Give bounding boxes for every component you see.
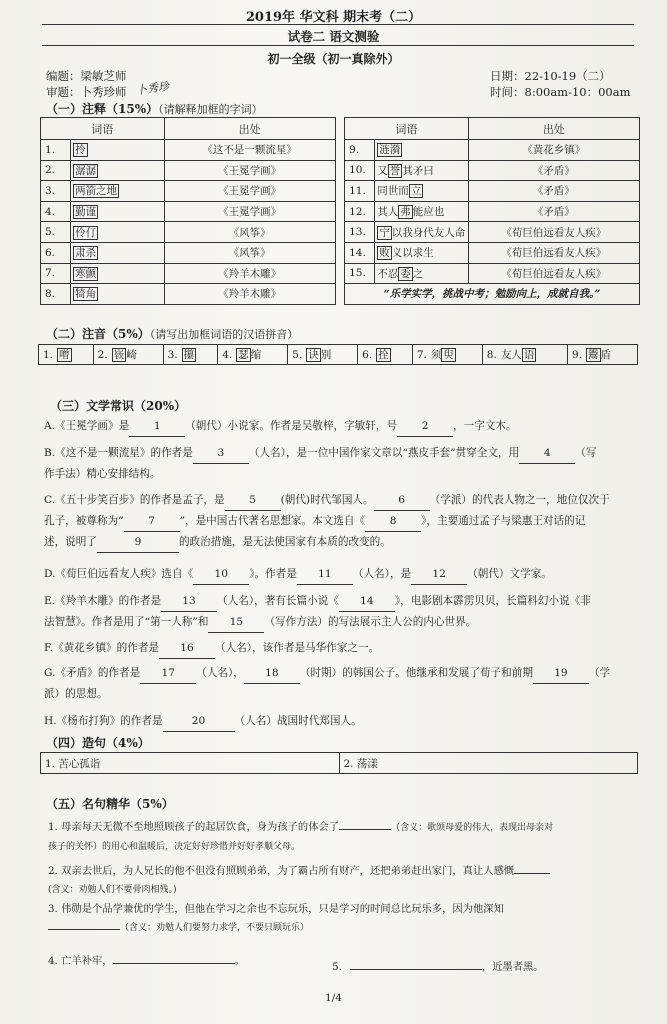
quote-3-note: （含义：劝勉人们要努力求学，不要只顾玩乐） (120, 923, 310, 933)
item-d-text2: 》。作者是 (249, 568, 297, 580)
quote-4-end: 。 (234, 955, 245, 967)
sentence-row (41, 753, 638, 774)
boxed-word: 涟漪 (379, 144, 401, 157)
word-text: 能应也 (412, 206, 445, 219)
section1-note: （请解释加框的字词） (158, 103, 263, 116)
blank-12[interactable]: 12 (411, 564, 467, 585)
word-cell[interactable] (71, 242, 164, 263)
word-cell[interactable] (375, 181, 468, 202)
boxed-word: 肃杀 (75, 247, 97, 260)
boxed-word: 两箭之地 (75, 185, 118, 198)
blank-20[interactable]: 20 (163, 711, 235, 732)
motto: “乐学实学，挑战中考；勉励向上，成就自我。” (345, 284, 640, 305)
row-number: 2. (41, 160, 71, 181)
pinyin-item[interactable] (163, 345, 218, 365)
row-number: 7. (41, 263, 71, 284)
blank-19[interactable]: 19 (533, 663, 589, 684)
section2-heading (46, 325, 298, 342)
page-number: 1/4 (325, 992, 342, 1004)
char-text: 别 (320, 349, 332, 361)
source-cell: 《羚羊木雕》 (164, 263, 335, 284)
item-g-line2: 派）的思想。 (44, 688, 108, 700)
item-f-text2: （人名），该作者是马华作家之一。 (215, 642, 380, 654)
item-d (44, 564, 636, 585)
annotation-row (41, 140, 640, 161)
boxed-char: 臾 (443, 349, 454, 361)
boxed-word: 弗 (400, 206, 411, 219)
item-a-text3: ，一字文木。 (453, 420, 517, 432)
item-a-text1: A.《王冕学画》是 (44, 420, 130, 432)
item-b-text1: B.《这不是一颗流星》的作者是 (44, 447, 193, 459)
section2-note: （请写出加框词语的汉语拼音） (149, 328, 299, 341)
quote-2-note: (含义：劝勉人们不要骨肉相残。) (48, 885, 177, 895)
item-f (44, 638, 636, 659)
blank-5[interactable]: 5 (225, 490, 281, 511)
source-cell: 《荀巨伯远看友人疾》 (468, 222, 639, 243)
quote-3-text: 3. 伟勋是个品学兼优的学生，但他在学习之余也不忘玩乐，只是学习的时间总比玩乐多，因为他深知 (48, 903, 504, 915)
boxed-word: 拎 (75, 144, 86, 157)
col-source-right: 出处 (468, 118, 639, 140)
col-word-right: 词语 (345, 118, 469, 140)
table-divider (335, 140, 344, 161)
item-e-text2: （人名），著有长篇小说《 (217, 595, 339, 607)
blank-18[interactable]: 18 (244, 663, 300, 684)
blank-10[interactable]: 10 (193, 564, 249, 585)
row-number: 9. (345, 140, 375, 161)
table-divider (335, 242, 344, 263)
annotation-row (41, 201, 640, 222)
item-e-text1: E.《羚羊木雕》的作者是 (44, 595, 162, 607)
boxed-char: 嵚 (113, 349, 125, 361)
item-c-text3: （学派）的代表人物之一，地位仅次于 (429, 494, 610, 506)
source-cell: 《黄花乡镇》 (468, 140, 639, 161)
pinyin-table (38, 344, 638, 365)
pinyin-item[interactable] (93, 345, 163, 365)
item-number: 5. (292, 349, 303, 361)
item-e-l2a: 法智慧》。作者是用了“第一人称”和 (44, 616, 209, 628)
item-number: 4. (222, 349, 233, 361)
row-number: 6. (41, 242, 71, 263)
blank-7[interactable]: 7 (124, 511, 180, 532)
pinyin-item[interactable] (482, 345, 567, 365)
item-c-l2c: 》，主要通过孟子与梁惠王对话的记 (421, 515, 586, 527)
source-cell: 《这不是一颗流星》 (164, 140, 335, 161)
word-cell[interactable] (375, 140, 468, 161)
table-divider (335, 284, 344, 305)
quote-2-blank[interactable] (514, 873, 550, 874)
quote-1-text: 1. 母亲每天无微不至地照顾孩子的起居饮食，身为孩子的体会了 (48, 821, 340, 833)
blank-11[interactable]: 11 (297, 564, 353, 585)
section1-title: （一）注释（15%） (46, 102, 159, 116)
annotation-table (40, 117, 640, 305)
pinyin-item[interactable] (39, 345, 94, 365)
boxed-word: 败 (379, 247, 390, 260)
paper-title: 试卷二 语文测验 (287, 29, 380, 44)
item-number: 7. (416, 349, 427, 361)
word-text: 同世而 (377, 185, 409, 198)
quote-5-text: 5. (332, 961, 342, 973)
quote-1-text2: 孩子的关怀）的用心和温暖后，决定好好珍惜并好好孝顺父母。 (48, 842, 301, 852)
boxed-char: 攥 (183, 349, 195, 361)
blank-13[interactable]: 13 (161, 591, 217, 612)
boxed-char: 瑟 (238, 349, 249, 361)
boxed-char: 拴 (378, 349, 389, 361)
boxed-char: 鬻 (588, 349, 599, 361)
source-cell: 《风筝》 (164, 242, 335, 263)
quote-1 (48, 818, 636, 856)
boxed-char: 语 (523, 349, 535, 361)
reviewer-signature: 卜秀珍 (135, 79, 170, 98)
word-text: 其人 (377, 206, 399, 219)
section3-title: （三）文学常识（20%） (50, 399, 187, 413)
table-divider (335, 201, 344, 222)
char-text: 盾 (600, 349, 612, 361)
source-cell: 《矛盾》 (468, 201, 639, 222)
source-cell: 《风筝》 (164, 222, 335, 243)
blank-6[interactable]: 6 (374, 490, 430, 511)
source-cell: 《荀巨伯远看友人疾》 (468, 263, 639, 284)
row-number: 8. (41, 284, 71, 305)
char-text: 须 (430, 349, 442, 361)
pinyin-item[interactable] (288, 345, 358, 365)
blank-2[interactable]: 2 (397, 416, 453, 437)
word-cell[interactable] (71, 222, 164, 243)
source-cell: 《荀巨伯远看友人疾》 (468, 242, 639, 263)
item-c-l2a: 孔子，被尊称为“ (44, 515, 124, 527)
boxed-char: 噌 (59, 349, 70, 361)
item-b-text2: （人名），是一位中国作家文章以“燕皮手套”贯穿全文，用 (248, 447, 520, 459)
word-text: 义以求生 (391, 247, 434, 260)
col-source-left: 出处 (164, 118, 335, 140)
source-cell: 《王冕学画》 (164, 160, 335, 181)
source-cell: 《矛盾》 (468, 181, 639, 202)
quote-4-blank[interactable] (113, 963, 235, 964)
sentence-item-2[interactable]: 2. 荡漾 (339, 753, 638, 774)
word-cell[interactable] (71, 284, 164, 305)
item-a (44, 416, 636, 437)
item-g-text2: （人名）， (196, 667, 244, 679)
blank-15[interactable]: 15 (208, 612, 264, 633)
col-word-left: 词语 (41, 118, 165, 140)
boxed-word: 潺潺 (75, 164, 97, 177)
source-cell: 《王冕学画》 (164, 181, 335, 202)
annotation-row (41, 263, 640, 284)
item-b (44, 443, 636, 484)
boxed-word: 宁 (379, 226, 390, 239)
table-divider (335, 181, 344, 202)
grade-line: 初一全级（初一真除外） (267, 52, 400, 66)
annotation-row (41, 181, 640, 202)
item-number: 9. (572, 349, 583, 361)
annotation-row (41, 284, 640, 305)
word-cell[interactable] (71, 201, 164, 222)
word-text: 又 (377, 164, 388, 177)
word-text: 其矛曰 (402, 164, 434, 177)
word-cell[interactable] (375, 242, 468, 263)
item-c-l3a: 述，说明了 (44, 536, 97, 548)
pinyin-item[interactable] (568, 345, 638, 365)
boxed-word: 立 (410, 185, 422, 198)
source-cell: 《王冕学画》 (164, 201, 335, 222)
blank-14[interactable]: 14 (339, 591, 395, 612)
item-number: 2. (97, 349, 108, 361)
table-divider (335, 263, 344, 284)
quote-1-blank[interactable] (339, 829, 391, 830)
char-text: 缩 (250, 349, 262, 361)
editor-line: 编题：梁敏芝师 (46, 69, 127, 83)
date-line: 日期：22-10-19（二） (490, 69, 611, 83)
item-b-text3: （写 (575, 447, 597, 459)
row-number: 11. (345, 181, 375, 202)
annotation-row (41, 242, 640, 263)
annotation-header-row (41, 118, 640, 140)
sentence-item-1[interactable]: 1. 苦心孤诣 (41, 753, 340, 774)
word-cell[interactable] (375, 263, 468, 284)
item-h-text2: （人名）战国时代郑国人。 (234, 715, 362, 727)
row-number: 10. (345, 160, 375, 181)
item-g-text3: （时期）的韩国公子。他继承和发展了荀子和前期 (299, 667, 533, 679)
item-d-text4: （朝代）文学家。 (467, 568, 552, 580)
blank-3[interactable]: 3 (193, 443, 249, 464)
pinyin-item[interactable] (358, 345, 413, 365)
exam-title: 2019年 华文科 期末考（二） (245, 10, 422, 25)
item-g-text4: （学 (588, 667, 611, 679)
item-c-text1: C.《五十步笑百步》的作者是孟子，是 (44, 494, 225, 506)
row-number: 12. (345, 201, 375, 222)
row-number: 13. (345, 222, 375, 243)
quote-2-text: 2. 双亲去世后，为人兄长的他不但没有照顾弟弟，为了霸占所有财产，还把弟弟赶出家门，真让人感慨 (48, 865, 515, 877)
word-cell[interactable] (375, 160, 468, 181)
table-divider (335, 160, 344, 181)
item-b-line2: 作手法）精心安排结构。 (44, 468, 161, 480)
quote-2 (48, 862, 636, 899)
item-a-text2: （朝代）小说家。作者是吴敬梓，字敏轩，号 (185, 420, 398, 432)
pinyin-row (39, 345, 638, 365)
table-divider (335, 222, 344, 243)
row-number: 1. (41, 140, 71, 161)
section2-title: （二）注音（5%） (46, 327, 150, 341)
section4-title: （四）造句（4%） (46, 736, 150, 750)
word-text: 之 (412, 267, 424, 280)
quote-5 (332, 958, 632, 976)
item-number: 1. (43, 349, 54, 361)
quote-4-text: 4. 亡羊补牢， (48, 955, 113, 967)
row-number: 5. (41, 222, 71, 243)
char-text: 崎 (126, 349, 137, 361)
word-cell[interactable] (375, 201, 468, 222)
blank-16[interactable]: 16 (159, 638, 215, 659)
boxed-word: 勤谨 (75, 206, 97, 219)
item-c (44, 490, 636, 553)
pinyin-item[interactable] (218, 345, 288, 365)
quote-5-end: ，近墨者黑。 (481, 961, 544, 973)
blank-9[interactable]: 9 (97, 532, 179, 553)
word-cell[interactable] (71, 160, 164, 181)
header-rule-bottom (42, 45, 634, 46)
header-rule-top (42, 24, 634, 25)
item-g (44, 663, 636, 704)
section5-title: （五）名句精华（5%） (46, 797, 174, 811)
item-g-text1: G.《矛盾》的作者是 (44, 667, 141, 679)
word-cell[interactable] (71, 140, 164, 161)
char-text: 友人 (500, 349, 522, 361)
item-c-text2: (朝代)时代邹国人。 (280, 494, 374, 506)
boxed-word: 寒颤 (75, 267, 97, 280)
reviewer-line: 审题：卜秀珍师 (46, 85, 127, 99)
item-number: 8. (486, 349, 497, 361)
blank-17[interactable]: 17 (140, 663, 196, 684)
row-number: 14. (345, 242, 375, 263)
item-number: 3. (167, 349, 178, 361)
row-number: 15. (345, 263, 375, 284)
word-text: 不忍 (377, 267, 399, 280)
time-line: 时间：8:00am-10：00am (490, 85, 631, 99)
quote-3-blank[interactable] (48, 929, 120, 930)
item-h (44, 711, 636, 732)
annotation-row (41, 160, 640, 181)
boxed-char: 诀 (308, 349, 319, 361)
section1-heading (46, 100, 263, 117)
item-e-text3: 》，电影剧本霹雳贝贝，长篇科幻小说《非 (394, 595, 591, 607)
blank-8[interactable]: 8 (365, 511, 421, 532)
item-c-l3b: 的政治措施，是无法使国家有本质的改变的。 (178, 536, 391, 548)
sentence-table (40, 752, 638, 774)
item-c-l2b: ”，是中国古代著名思想家。本文选自《 (179, 515, 366, 527)
item-e-l2b: （写作方法）的写法展示主人公的内心世界。 (264, 616, 477, 628)
source-cell: 《羚羊木雕》 (164, 284, 335, 305)
word-text: 以我身代友人命 (391, 226, 466, 239)
row-number: 3. (41, 181, 71, 202)
annotation-row (41, 222, 640, 243)
word-cell[interactable] (71, 263, 164, 284)
item-d-text3: （人名），是 (352, 568, 412, 580)
item-f-text1: F.《黄花乡镇》的作者是 (44, 642, 160, 654)
table-divider (335, 118, 344, 140)
item-number: 6. (362, 349, 373, 361)
quote-3 (48, 900, 636, 937)
blank-1[interactable]: 1 (129, 416, 185, 437)
quote-5-blank[interactable] (350, 969, 482, 970)
word-cell[interactable] (71, 181, 164, 202)
quote-1-note: （含义：歌颂母爱的伟大，表现出母亲对 (391, 823, 554, 833)
word-cell[interactable] (375, 222, 468, 243)
item-e (44, 591, 636, 633)
source-cell: 《矛盾》 (468, 160, 639, 181)
boxed-word: 伶仃 (75, 226, 97, 239)
blank-4[interactable]: 4 (519, 443, 575, 464)
pinyin-item[interactable] (412, 345, 482, 365)
item-d-text1: D.《荀巨伯远看友人疾》选自《 (44, 568, 194, 580)
row-number: 4. (41, 201, 71, 222)
boxed-word: 犄角 (75, 288, 97, 301)
boxed-word: 誉 (389, 164, 401, 177)
item-h-text1: H.《杨布打狗》的作者是 (44, 715, 163, 727)
boxed-word: 委 (400, 267, 411, 280)
